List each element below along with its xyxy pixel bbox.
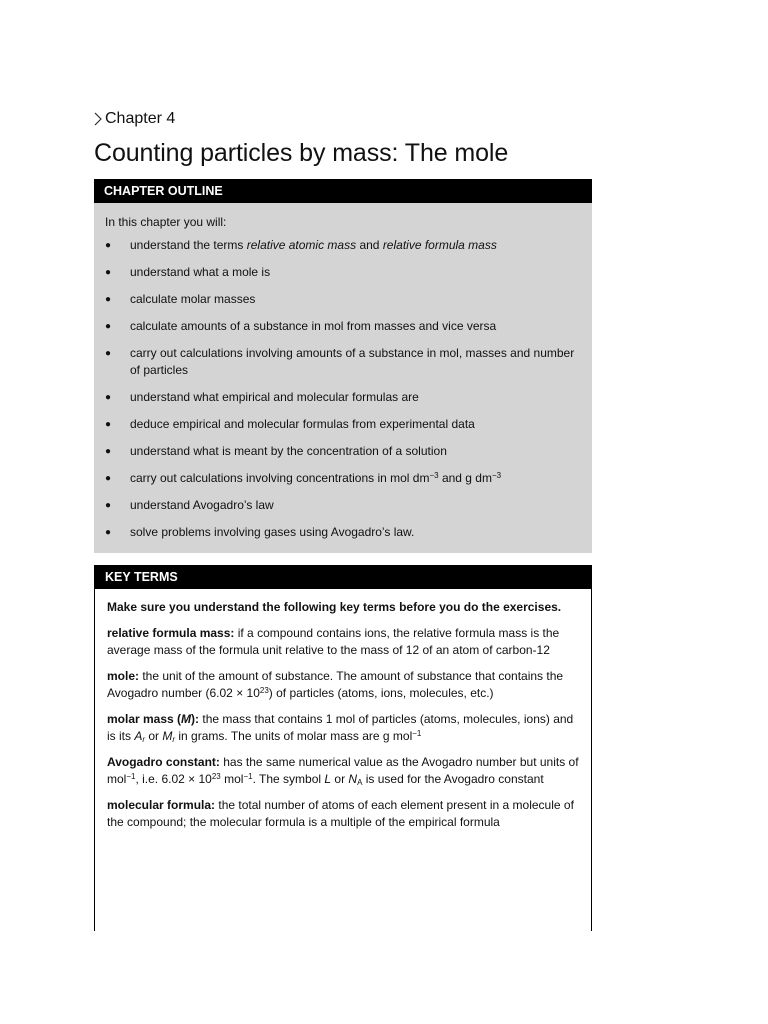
text-run: L bbox=[324, 772, 332, 786]
superscript: −3 bbox=[429, 471, 439, 480]
text-run: . The symbol bbox=[252, 772, 325, 786]
bullet-icon: ● bbox=[105, 392, 112, 403]
bullet-icon: ● bbox=[105, 473, 112, 484]
text-run: understand Avogadro’s law bbox=[130, 498, 274, 512]
outline-item bbox=[105, 497, 580, 514]
key-terms-box bbox=[94, 565, 592, 931]
text-run: M bbox=[162, 729, 173, 743]
outline-item bbox=[105, 345, 580, 379]
document-page bbox=[94, 108, 592, 931]
outline-item-text bbox=[130, 237, 580, 254]
text-run: relative formula mass: bbox=[107, 626, 235, 640]
text-run: mol bbox=[220, 772, 244, 786]
outline-item-text bbox=[130, 345, 580, 379]
outline-item-text bbox=[130, 389, 580, 406]
chapter-outline-box bbox=[94, 179, 592, 553]
subscript: r bbox=[142, 735, 146, 744]
outline-item bbox=[105, 264, 580, 281]
superscript: 23 bbox=[259, 686, 269, 695]
text-run: understand what is meant by the concentration of a solution bbox=[130, 444, 447, 458]
text-run: carry out calculations involving concentrations in mol dm bbox=[130, 471, 430, 485]
chapter-label bbox=[94, 108, 592, 130]
text-run: is used for the Avogadro constant bbox=[362, 772, 544, 786]
outline-item bbox=[105, 291, 580, 308]
text-run: ): bbox=[191, 712, 200, 726]
key-terms-intro: Make sure you understand the following key terms before you do the exercises. bbox=[107, 600, 562, 614]
key-term-entry bbox=[107, 797, 579, 831]
key-terms-body bbox=[95, 589, 591, 831]
key-term-entry bbox=[107, 711, 579, 745]
text-run: the mass that contains 1 mol of particles (atoms, molecules, ions) and is its bbox=[107, 712, 574, 743]
text-run: M bbox=[181, 712, 192, 726]
text-run: and g dm bbox=[438, 471, 492, 485]
text-run: in grams. The units of molar mass are g mol bbox=[175, 729, 413, 743]
outline-item-text bbox=[130, 443, 580, 460]
outline-item-text bbox=[130, 264, 580, 281]
text-run: or bbox=[331, 772, 349, 786]
outline-item-text bbox=[130, 416, 580, 433]
outline-item-text bbox=[130, 497, 580, 514]
text-run: , i.e. 6.02 × 10 bbox=[135, 772, 212, 786]
outline-item-text bbox=[130, 318, 580, 335]
text-run: understand what empirical and molecular formulas are bbox=[130, 390, 419, 404]
text-run: A bbox=[134, 729, 143, 743]
superscript: 23 bbox=[211, 772, 221, 781]
key-term-entry bbox=[107, 754, 579, 788]
outline-item bbox=[105, 443, 580, 460]
text-run: calculate molar masses bbox=[130, 292, 256, 306]
bullet-icon: ● bbox=[105, 294, 112, 305]
text-run: carry out calculations involving amounts of a substance in mol, masses and number of particles bbox=[130, 346, 575, 377]
key-term-entry bbox=[107, 625, 579, 659]
subscript: r bbox=[172, 735, 176, 744]
outline-item bbox=[105, 470, 580, 487]
text-run: understand what a mole is bbox=[130, 265, 271, 279]
chapter-number: Chapter 4 bbox=[105, 110, 176, 127]
outline-item bbox=[105, 318, 580, 335]
text-run: molar mass ( bbox=[107, 712, 182, 726]
superscript: −1 bbox=[126, 772, 136, 781]
bullet-icon: ● bbox=[105, 446, 112, 457]
text-run: Avogadro constant: bbox=[107, 755, 220, 769]
outline-list bbox=[105, 237, 580, 541]
superscript: −1 bbox=[243, 772, 253, 781]
outline-item-text bbox=[130, 524, 580, 541]
text-run: solve problems involving gases using Avogadro’s law. bbox=[130, 525, 415, 539]
key-terms-header: KEY TERMS bbox=[95, 565, 591, 589]
text-run: relative formula mass bbox=[382, 238, 497, 252]
text-run: understand the terms bbox=[130, 238, 247, 252]
bullet-icon: ● bbox=[105, 348, 112, 359]
outline-item-text bbox=[130, 291, 580, 308]
text-run: mole: bbox=[107, 669, 140, 683]
chapter-outline-header: CHAPTER OUTLINE bbox=[94, 179, 592, 203]
text-run: deduce empirical and molecular formulas from experimental data bbox=[130, 417, 475, 431]
bullet-icon: ● bbox=[105, 500, 112, 511]
bullet-icon: ● bbox=[105, 321, 112, 332]
text-run: molecular formula: bbox=[107, 798, 216, 812]
superscript: −1 bbox=[412, 729, 422, 738]
text-run: the unit of the amount of substance. The amount of substance that contains the Avogadro number (6.02 × 10 bbox=[107, 669, 564, 700]
outline-item bbox=[105, 416, 580, 433]
outline-item bbox=[105, 524, 580, 541]
chevron-right-icon bbox=[94, 112, 102, 126]
text-run: N bbox=[348, 772, 358, 786]
text-run: the total number of atoms of each element present in a molecule of the compound; the molecular formula is a multiple of the empirical formula bbox=[107, 798, 574, 829]
bullet-icon: ● bbox=[105, 240, 112, 251]
chapter-title: Counting particles by mass: The mole bbox=[94, 139, 509, 167]
outline-intro: In this chapter you will: bbox=[105, 215, 227, 229]
subscript: A bbox=[357, 778, 363, 787]
superscript: −3 bbox=[491, 471, 502, 480]
chapter-outline-body bbox=[94, 203, 592, 553]
outline-item-text bbox=[130, 470, 580, 487]
bullet-icon: ● bbox=[105, 419, 112, 430]
text-run: and bbox=[356, 238, 383, 252]
text-run: or bbox=[145, 729, 163, 743]
outline-item bbox=[105, 237, 580, 254]
bullet-icon: ● bbox=[105, 527, 112, 538]
text-run: if a compound contains ions, the relative formula mass is the average mass of the formula unit relative to the mass of 12 of an atom of carbon-12 bbox=[107, 626, 560, 657]
text-run: has the same numerical value as the Avogadro number but units of mol bbox=[107, 755, 579, 786]
bullet-icon: ● bbox=[105, 267, 112, 278]
outline-item bbox=[105, 389, 580, 406]
text-run: calculate amounts of a substance in mol from masses and vice versa bbox=[130, 319, 497, 333]
key-term-entry bbox=[107, 668, 579, 702]
text-run: ) of particles (atoms, ions, molecules, etc.) bbox=[268, 686, 494, 700]
text-run: relative atomic mass bbox=[246, 238, 357, 252]
